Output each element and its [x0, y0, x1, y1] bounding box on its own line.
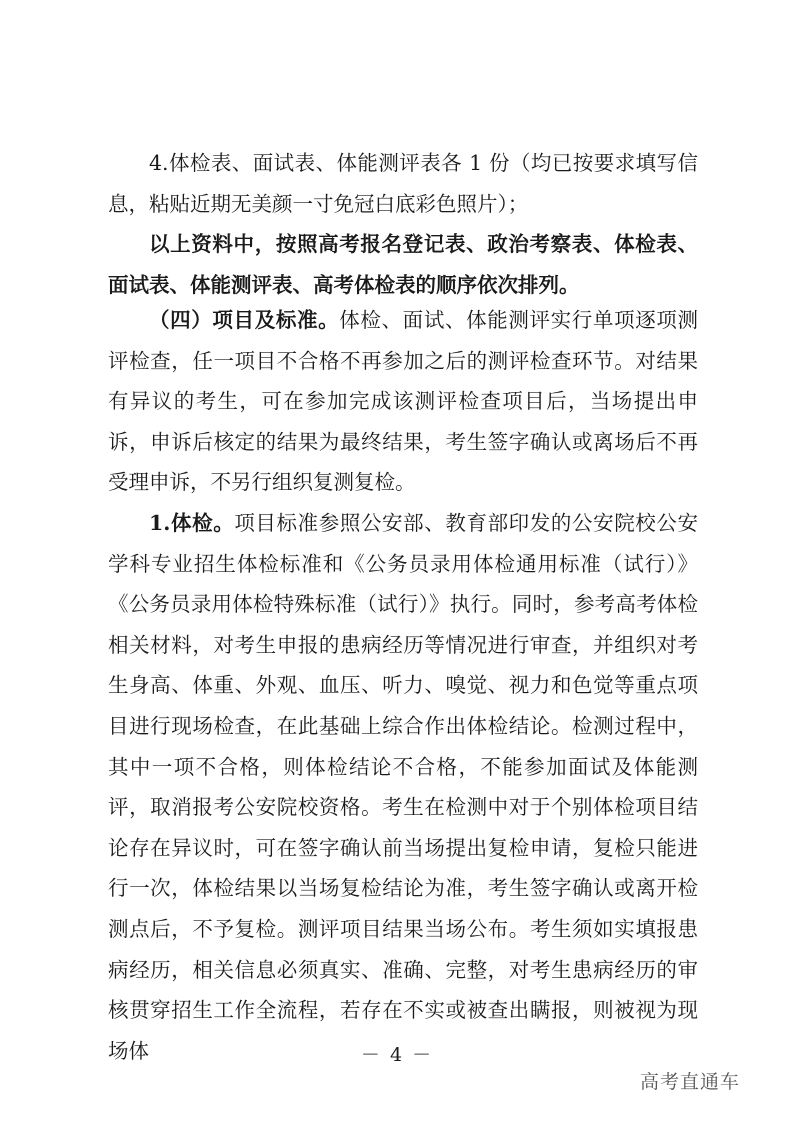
item-4-paragraph: [108, 143, 698, 224]
page-number: － 4 －: [360, 1044, 434, 1066]
item-4-text: 4.体检表、面试表、体能测评表各 1 份（均已按要求填写信息，粘贴近期无美颜一寸免冠白底彩色照片）；: [108, 151, 698, 216]
physical-exam-body: 项目标准参照公安部、教育部印发的公安院校公安学科专业招生体检标准和《公务员录用体检通用标准（试行）》《公务员录用体检特殊标准（试行）》执行。同时，参考高考体检相关材料，对考生申报的患病经历等情况进行审查，并组织对考生身高、体重、外观、血压、听力、嗅觉、视力和色觉等重点项目进行现场检查，在此基础上综合作出体检结论。检测过程中，其中一项不合格，则体检结论不合格，不能参加面试及体能测评，取消报考公安院校资格。考生在检测中对于个别体检项目结论存在异议时，可在签字确认前当场提出复检申请，复检只能进行一次，体检结果以当场复检结论为准，考生签字确认或离开检测点后，不予复检。测评项目结果当场公布。考生须如实填报患病经历，相关信息必须真实、准确、完整，对考生患病经历的审核贯穿招生工作全流程，若存在不实或被查出瞒报，则被视为现场体: [108, 511, 699, 1063]
section-4-paragraph: [108, 300, 698, 503]
section-4-body: 体检、面试、体能测评实行单项逐项测评检查，任一项目不合格不再参加之后的测评检查环节。对结果有异议的考生，可在参加完成该测评检查项目后，当场提出申诉，申诉后核定的结果为最终结果，考生签字确认或离场后不再受理申诉，不另行组织复测复检。: [108, 308, 699, 495]
physical-exam-heading: 1.体检。: [149, 511, 235, 535]
section-4-heading: （四）项目及标准。: [149, 308, 340, 332]
watermark-text: 高考直通车: [640, 1071, 741, 1093]
order-note-text: 以上资料中，按照高考报名登记表、政治考察表、体检表、面试表、体能测评表、高考体检表的顺序依次排列。: [108, 232, 698, 297]
order-note-paragraph: [108, 224, 698, 305]
physical-exam-paragraph: [108, 503, 698, 1071]
